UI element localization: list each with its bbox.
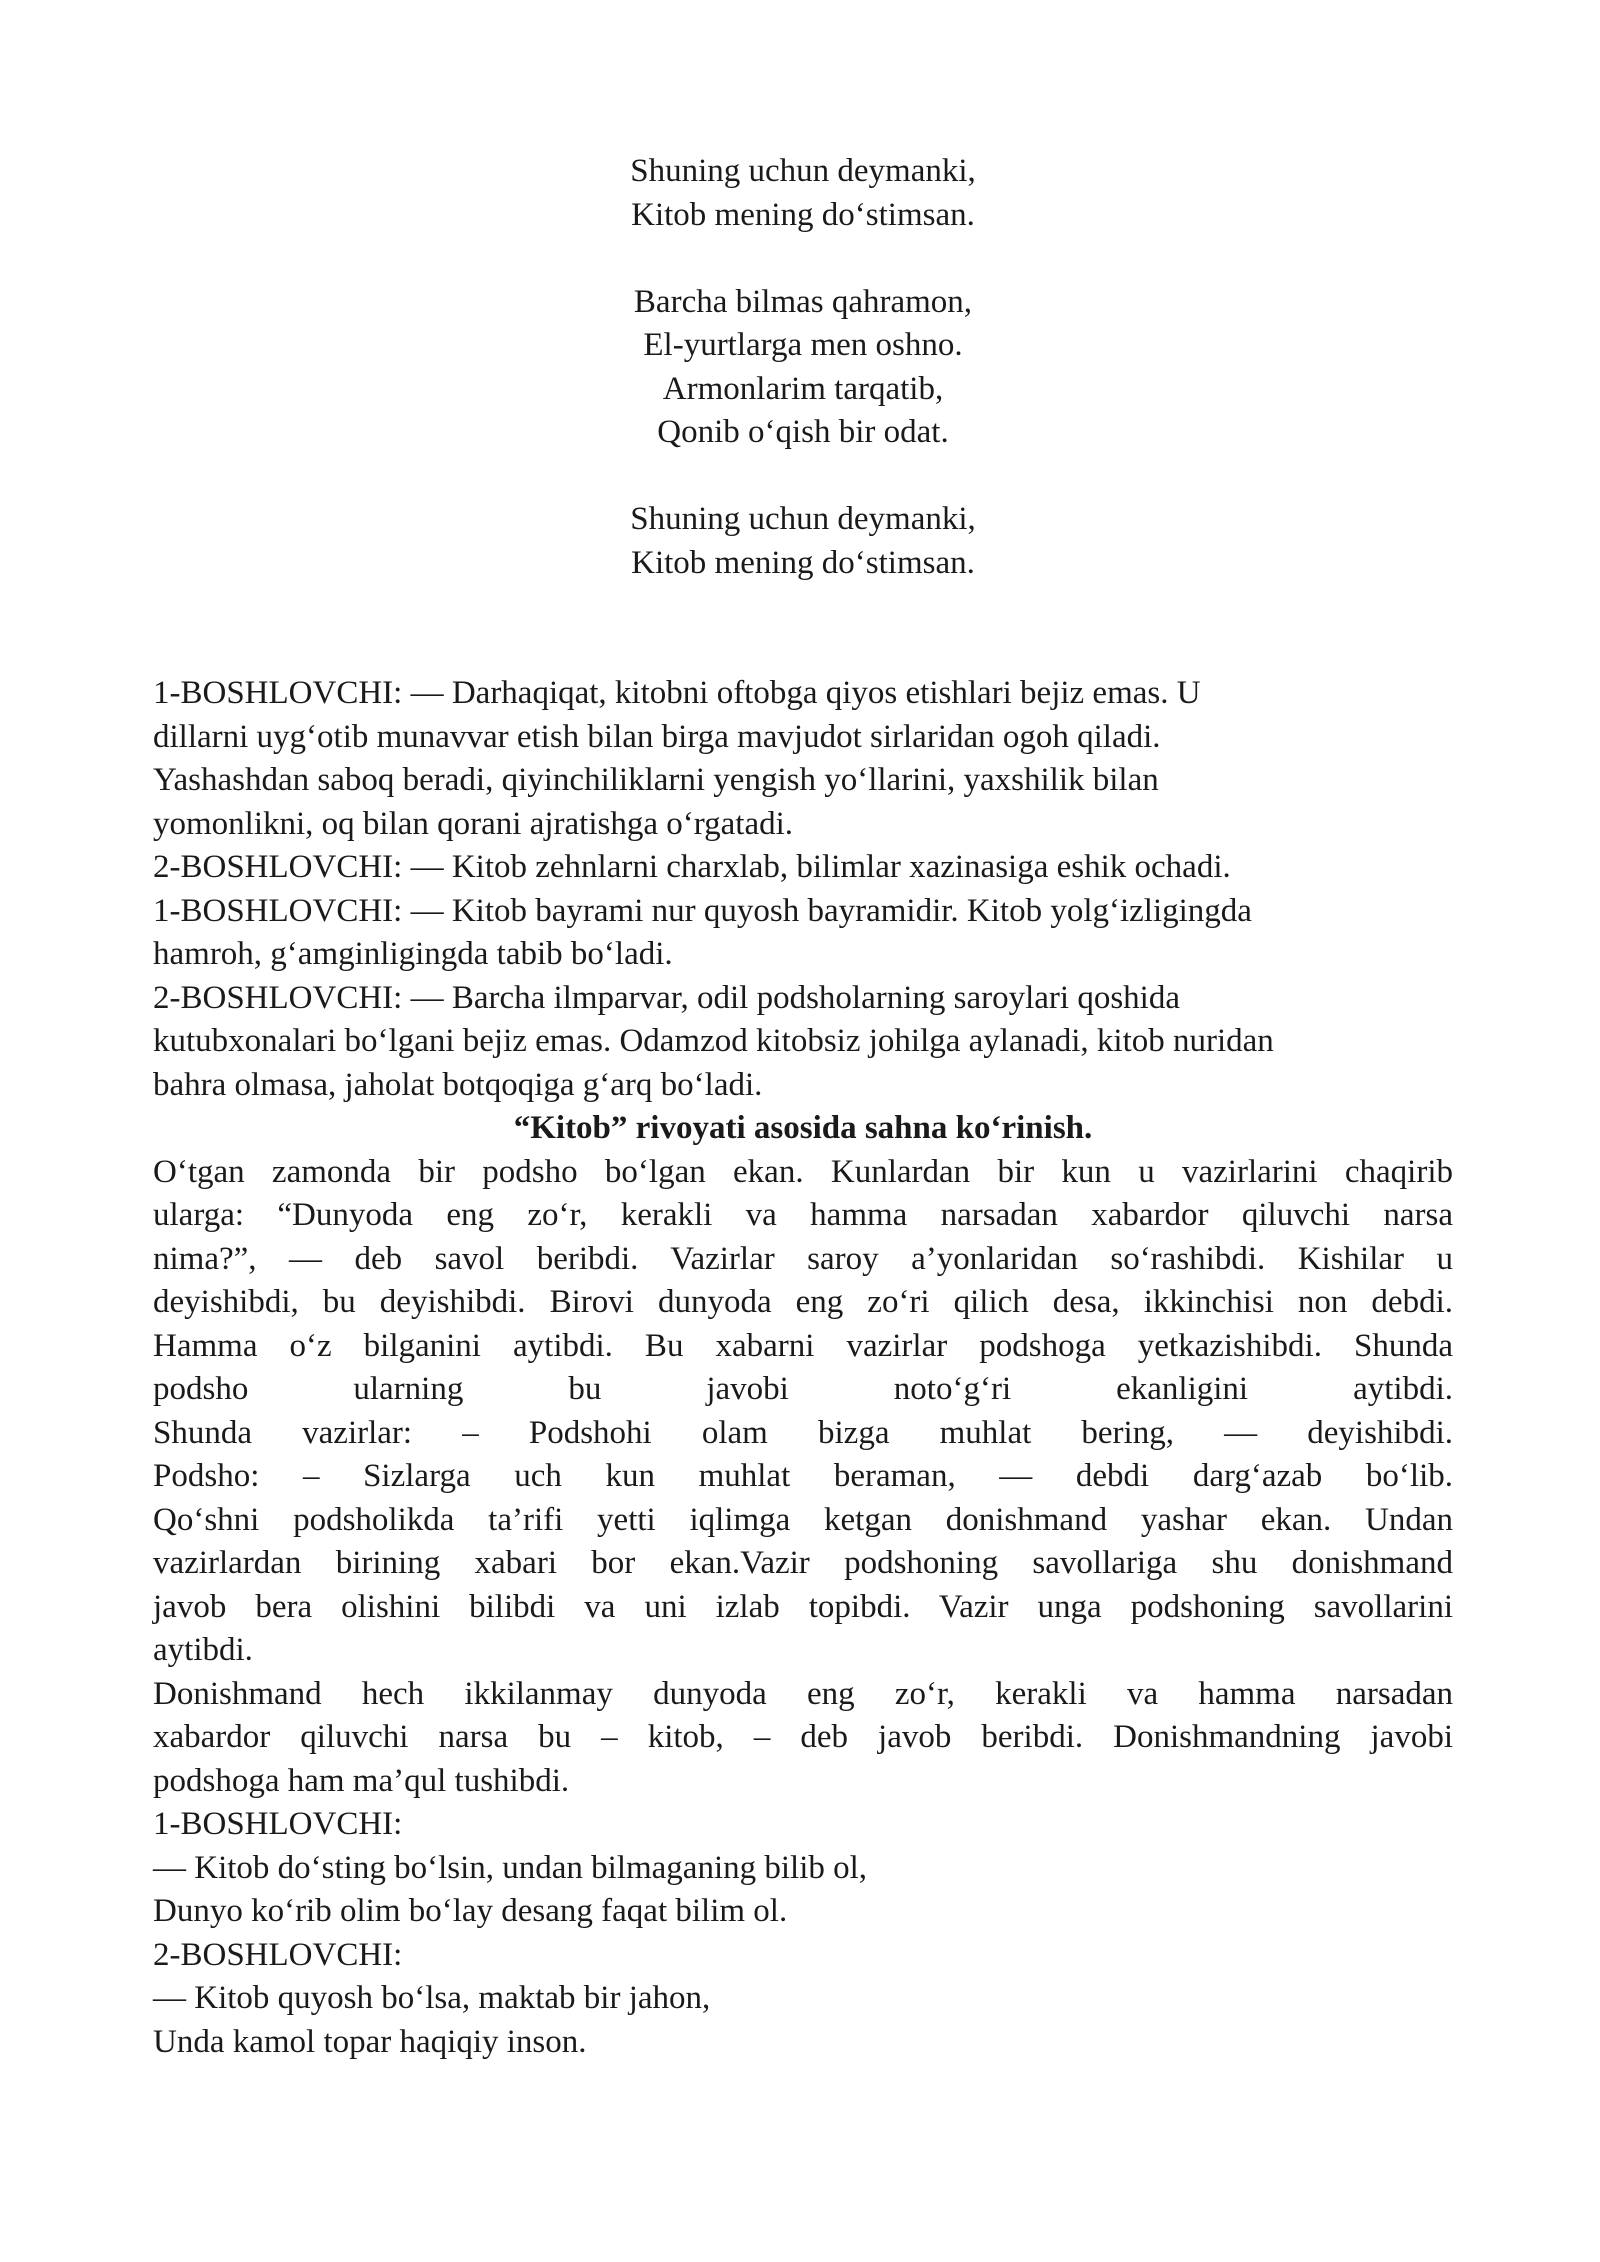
dialog-paragraph [153, 890, 1453, 977]
poem-line: Qonib o‘qish bir odat. [657, 414, 949, 450]
poem-line: El-yurtlarga men oshno. [643, 327, 963, 363]
closing-line: 1-BOSHLOVCHI: [153, 1806, 403, 1842]
poem-stanza [153, 498, 1453, 585]
story-line: deyishibdi, bu deyishibdi. Birovi dunyoda eng zo‘ri qilich desa, ikkinchisi non debdi. [153, 1284, 1453, 1320]
closing-line: 2-BOSHLOVCHI: [153, 1936, 403, 1973]
story-line: vazirlardan birining xabari bor ekan.Vazir podshoning savollariga shu donishmand [153, 1545, 1453, 1581]
dialog-paragraph [153, 672, 1453, 846]
story-line: nima?”, — deb savol beribdi. Vazirlar saroy a’yonlaridan so‘rashibdi. Kishilar u [153, 1240, 1453, 1277]
story-paragraph [153, 1673, 1453, 1804]
story-line: Shunda vazirlar: – Podshohi olam bizga muhlat bering, — deyishibdi. [153, 1414, 1453, 1451]
story-line: Podsho: – Sizlarga uch kun muhlat beraman, — debdi darg‘azab bo‘lib. [153, 1458, 1453, 1494]
dialog-line: Yashashdan saboq beradi, qiyinchiliklarni yengish yo‘llarini, yaxshilik bilan [153, 762, 1159, 798]
story-line: podshoga ham ma’qul tushibdi. [153, 1762, 570, 1799]
dialog-line: bahra olmasa, jaholat botqoqiga g‘arq bo‘ladi. [153, 1066, 763, 1103]
closing-line: Unda kamol topar haqiqiy inson. [153, 2023, 587, 2060]
story-line: podsho ularning bu javobi noto‘g‘ri ekanligini aytibdi. [153, 1371, 1453, 1407]
dialog-line: 1-BOSHLOVCHI: — Kitob bayrami nur quyosh bayramidir. Kitob yolg‘izligingda [153, 892, 1252, 929]
poem-line: Barcha bilmas qahramon, [633, 283, 973, 320]
story-line: Donishmand hech ikkilanmay dunyoda eng zo‘r, kerakli va hamma narsadan [153, 1675, 1453, 1712]
dialog-line: 2-BOSHLOVCHI: — Kitob zehnlarni charxlab, bilimlar xazinasiga eshik ochadi. [153, 849, 1231, 885]
dialog-line: yomonlikni, oq bilan qorani ajratishga o‘rgatadi. [153, 805, 794, 842]
scene-title: “Kitob” rivoyati asosida sahna ko‘rinish. [513, 1110, 1093, 1146]
story-line: ularga: “Dunyoda eng zo‘r, kerakli va hamma narsadan xabardor qiluvchi narsa [153, 1197, 1453, 1233]
story-line: Qo‘shni podsholikda ta’rifi yetti iqlimga ketgan donishmand yashar ekan. Undan [153, 1501, 1453, 1538]
closing-verses [153, 1803, 1453, 2064]
dialog-line: hamroh, g‘amginligingda tabib bo‘ladi. [153, 936, 673, 972]
poem-stanza [153, 281, 1453, 455]
poem-line: Kitob mening do‘stimsan. [631, 544, 975, 581]
dialog-paragraph [153, 977, 1453, 1108]
dialog-paragraph [153, 846, 1453, 890]
dialog-line: kutubxonalari bo‘lgani bejiz emas. Odamzod kitobsiz johilga aylanadi, kitob nuridan [153, 1023, 1274, 1059]
story-line: O‘tgan zamonda bir podsho bo‘lgan ekan. Kunlardan bir kun u vazirlarini chaqirib [153, 1153, 1453, 1190]
story-line: aytibdi. [153, 1632, 253, 1668]
closing-line: — Kitob quyosh bo‘lsa, maktab bir jahon, [153, 1980, 711, 2016]
story-paragraph [153, 1151, 1453, 1673]
poem-line: Kitob mening do‘stimsan. [631, 196, 975, 233]
story-line: Hamma o‘z bilganini aytibdi. Bu xabarni vazirlar podshoga yetkazishibdi. Shunda [153, 1327, 1453, 1364]
dialog-line: 2-BOSHLOVCHI: — Barcha ilmparvar, odil podsholarning saroylari qoshida [153, 979, 1180, 1016]
dialog-line: dillarni uyg‘otib munavvar etish bilan birga mavjudot sirlaridan ogoh qiladi. [153, 718, 1161, 755]
story-line: javob bera olishini bilibdi va uni izlab topibdi. Vazir unga podshoning savollarini [153, 1588, 1453, 1625]
document-page [153, 150, 1453, 2064]
closing-line: Dunyo ko‘rib olim bo‘lay desang faqat bilim ol. [153, 1893, 788, 1929]
story-line: xabardor qiluvchi narsa bu – kitob, – deb javob beribdi. Donishmandning javobi [153, 1719, 1453, 1755]
poem-line: Armonlarim tarqatib, [662, 370, 944, 407]
poem-line: Shuning uchun deymanki, [630, 153, 976, 189]
poem-stanza [153, 150, 1453, 237]
poem-line: Shuning uchun deymanki, [630, 501, 976, 537]
dialog-line: 1-BOSHLOVCHI: — Darhaqiqat, kitobni oftobga qiyos etishlari bejiz emas. U [153, 675, 1201, 711]
closing-line: — Kitob do‘sting bo‘lsin, undan bilmaganing bilib ol, [153, 1849, 868, 1886]
